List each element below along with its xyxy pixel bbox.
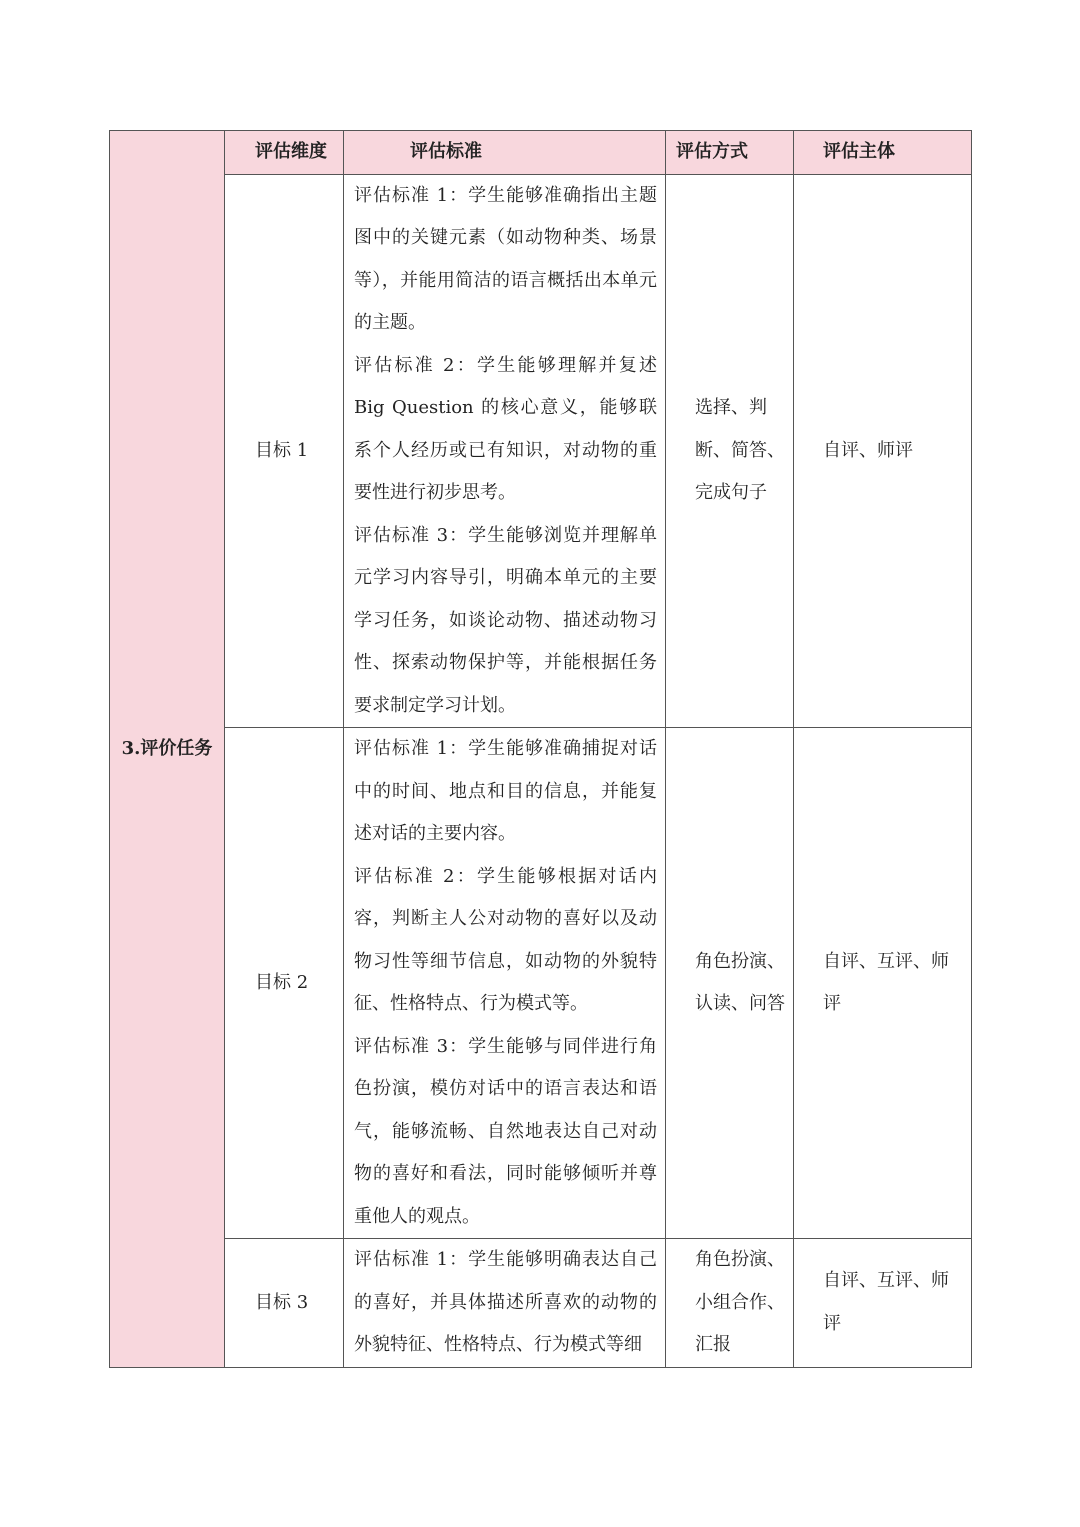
table-row (110, 174, 972, 728)
standards-cell (344, 728, 666, 1239)
header-dimension: 评估维度 (225, 131, 344, 175)
standard-text: 评估标准 3：学生能够浏览并理解单元学习内容导引，明确本单元的主要学习任务，如谈论动物、描述动物习性、探索动物保护等，并能根据任务要求制定学习计划。 (354, 524, 657, 716)
goal-cell: 目标 1 (225, 174, 344, 728)
table-row (110, 1239, 972, 1368)
method-cell: 角色扮演、小组合作、汇报 (666, 1239, 794, 1368)
evaluation-table (109, 130, 972, 1368)
standards-cell (344, 1239, 666, 1368)
goal-cell: 目标 3 (225, 1239, 344, 1368)
standard-text: 评估标准 1：学生能够明确表达自己的喜好，并具体描述所喜欢的动物的外貌特征、性格特点、行为模式等细 (354, 1249, 657, 1355)
standard-text: 评估标准 2：学生能够理解并复述 Big Question 的核心意义，能够联系个人经历或已有知识，对动物的重要性进行初步思考。 (354, 354, 657, 503)
method-cell: 选择、判断、简答、完成句子 (666, 174, 794, 728)
standard-text: 评估标准 2：学生能够根据对话内容，判断主人公对动物的喜好以及动物习性等细节信息，如动物的外貌特征、性格特点、行为模式等。 (354, 865, 657, 1014)
standard-text: 评估标准 1：学生能够准确指出主题图中的关键元素（如动物种类、场景等），并能用简洁的语言概括出本单元的主题。 (354, 184, 657, 333)
header-standard: 评估标准 (344, 131, 666, 175)
table-row (110, 728, 972, 1239)
subject-cell: 自评、师评 (794, 174, 972, 728)
standards-clip (354, 1239, 657, 1365)
subject-cell: 自评、互评、师评 (794, 728, 972, 1239)
subject-cell: 自评、互评、师评 (794, 1239, 972, 1368)
section-label: 3.评价任务 (110, 131, 225, 1368)
header-subject: 评估主体 (794, 131, 972, 175)
header-method: 评估方式 (666, 131, 794, 175)
table-header-row (110, 131, 972, 175)
standards-cell (344, 174, 666, 728)
method-cell: 角色扮演、认读、问答 (666, 728, 794, 1239)
standard-text: 评估标准 3：学生能够与同伴进行角色扮演，模仿对话中的语言表达和语气，能够流畅、自然地表达自己对动物的喜好和看法，同时能够倾听并尊重他人的观点。 (354, 1035, 657, 1227)
goal-cell: 目标 2 (225, 728, 344, 1239)
standard-text: 评估标准 1：学生能够准确捕捉对话中的时间、地点和目的信息，并能复述对话的主要内容。 (354, 738, 657, 844)
